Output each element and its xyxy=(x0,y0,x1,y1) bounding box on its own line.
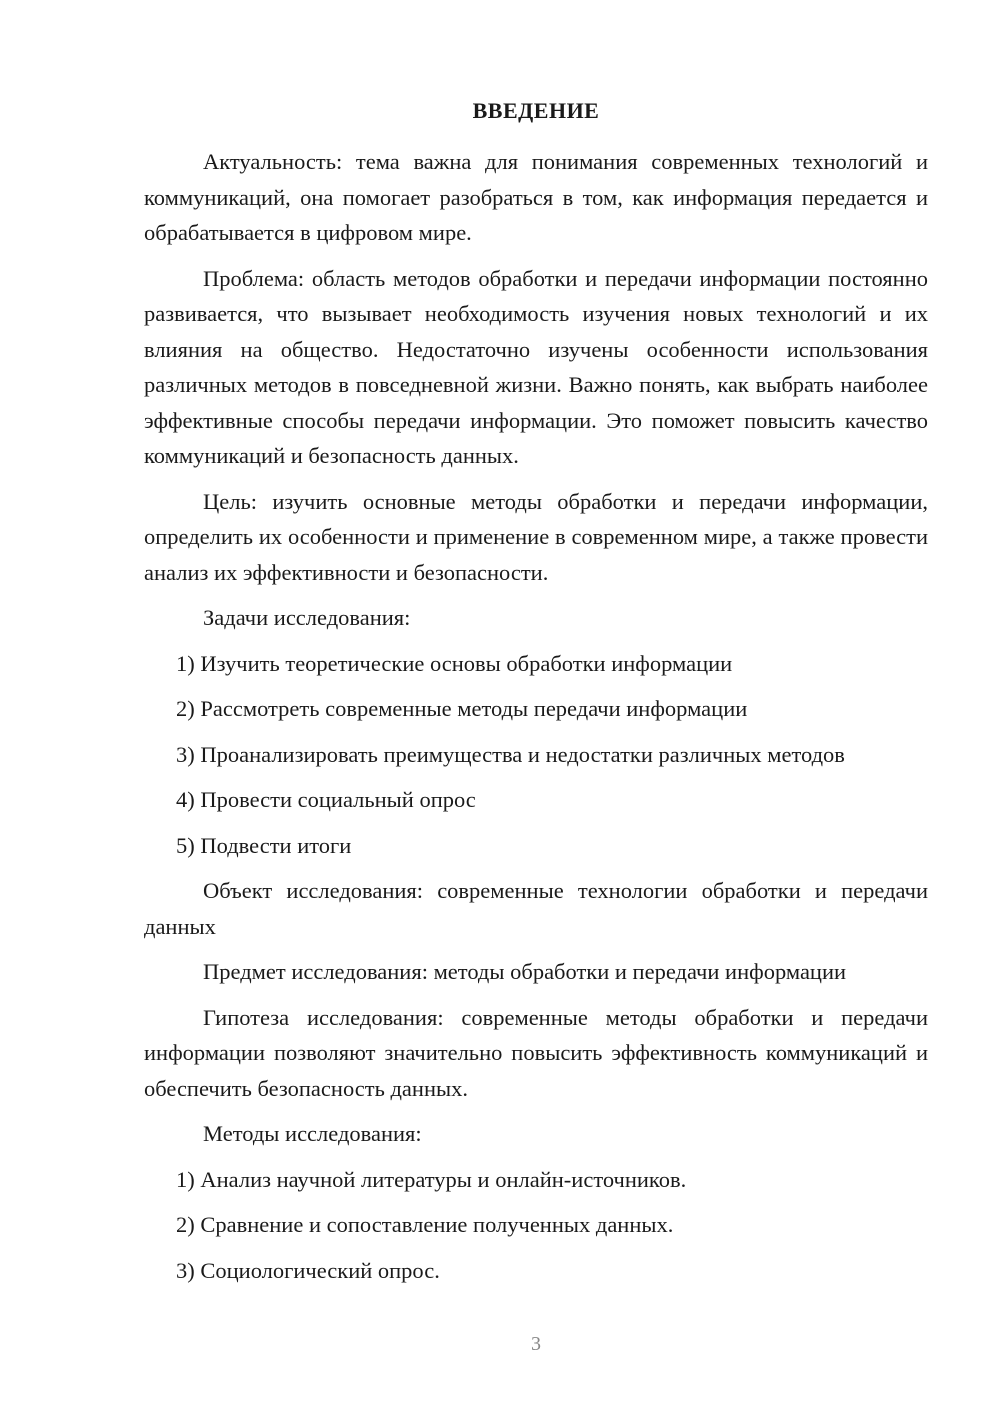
goal-paragraph: Цель: изучить основные методы обработки и передачи информации, определить их особенности и применение в современном мире, а также провести анализ их эффективности и безопасности. xyxy=(144,488,928,585)
list-item: 3) Социологический опрос. xyxy=(176,1257,440,1283)
methods-list xyxy=(144,1162,928,1289)
methods-heading: Методы исследования: xyxy=(203,1121,422,1146)
list-item: 5) Подвести итоги xyxy=(176,832,352,858)
hypothesis-paragraph: Гипотеза исследования: современные методы обработки и передачи информации позволяют значительно повысить эффективность коммуникаций и обеспечить безопасность данных. xyxy=(144,1004,928,1101)
problem-paragraph: Проблема: область методов обработки и передачи информации постоянно развивается, что вызывает необходимость изучения новых технологий и их влияния на общество. Недостаточно изучены особенности использования различных методов в повседневной жизни. Важно понять, как выбрать наиболее эффективные способы передачи информации. Это поможет повысить качество коммуникаций и безопасность данных. xyxy=(144,265,928,468)
list-item: 1) Анализ научной литературы и онлайн-источников. xyxy=(176,1166,687,1192)
list-item: 2) Сравнение и сопоставление полученных данных. xyxy=(176,1212,674,1237)
list-item: 4) Провести социальный опрос xyxy=(176,787,476,812)
subject-paragraph: Предмет исследования: методы обработки и передачи информации xyxy=(203,959,847,984)
object-paragraph: Объект исследования: современные технологии обработки и передачи данных xyxy=(144,878,928,939)
page-title: ВВЕДЕНИЕ xyxy=(472,98,600,123)
page-number: 3 xyxy=(531,1333,541,1355)
tasks-heading: Задачи исследования: xyxy=(203,605,411,630)
document-body xyxy=(144,94,928,1298)
tasks-list xyxy=(144,646,928,864)
list-item: 2) Рассмотреть современные методы передачи информации xyxy=(176,696,748,721)
list-item: 1) Изучить теоретические основы обработки информации xyxy=(176,650,733,676)
list-item: 3) Проанализировать преимущества и недостатки различных методов xyxy=(176,741,845,767)
relevance-paragraph: Актуальность: тема важна для понимания современных технологий и коммуникаций, она помогает разобраться в том, как информация передается и обрабатывается в цифровом мире. xyxy=(144,149,928,245)
